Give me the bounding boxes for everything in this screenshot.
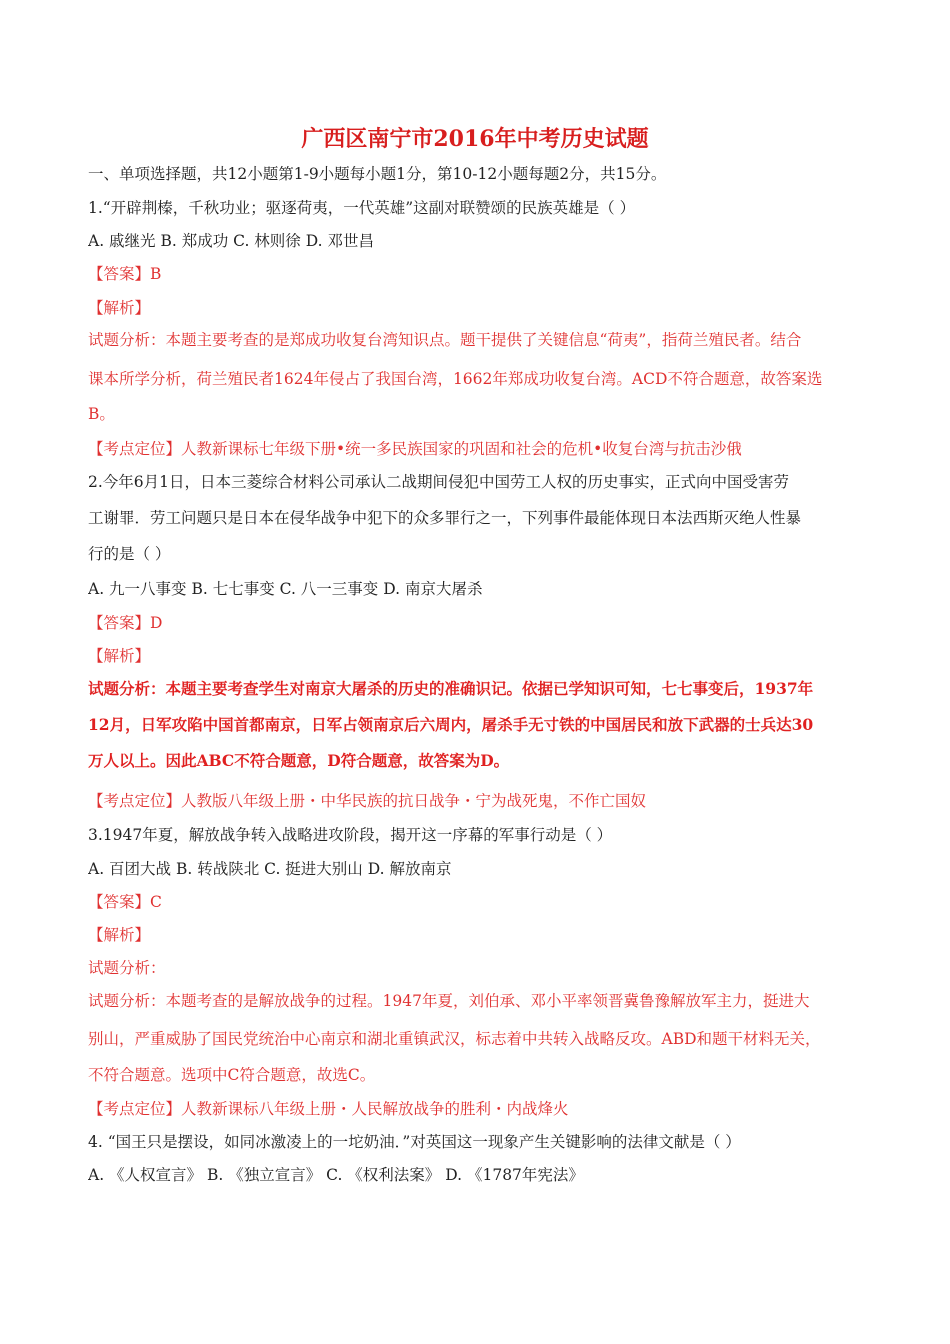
q2-options: A. 九一八事变 B. 七七事变 C. 八一三事变 D. 南京大屠杀 <box>88 580 483 598</box>
section-intro: 一、单项选择题，共12小题第1-9小题每小题1分，第10-12小题每题2分，共15分。 <box>88 165 667 183</box>
q1-answer: 【答案】B <box>88 265 162 283</box>
q3-analysis-label: 【解析】 <box>88 926 151 944</box>
q3-analysis-line-3: 不符合题意。选项中C符合题意，故选C。 <box>88 1066 376 1084</box>
q4-options: A. 《人权宣言》 B. 《独立宣言》 C. 《权利法案》 D. 《1787年宪法》 <box>88 1166 584 1184</box>
q2-analysis-line-2: 12月，日军攻陷中国首都南京，日军占领南京后六周内，屠杀手无寸铁的中国居民和放下武器的士兵达30 <box>88 715 814 734</box>
q1-analysis-line-1: 试题分析：本题主要考查的是郑成功收复台湾知识点。题干提供了关键信息“荷夷”，指荷兰殖民者。结合 <box>88 331 802 349</box>
q1-stem: 1.“开辟荆榛，千秋功业；驱逐荷夷，一代英雄”这副对联赞颂的民族英雄是（ ） <box>88 199 636 217</box>
q1-analysis-line-3: B。 <box>88 405 115 423</box>
q2-stem-line-1: 2.今年6月1日，日本三菱综合材料公司承认二战期间侵犯中国劳工人权的历史事实，正式向中国受害劳 <box>88 473 790 491</box>
q3-knowledge-point: 【考点定位】人教新课标八年级上册・人民解放战争的胜利・内战烽火 <box>88 1100 569 1118</box>
q2-analysis-line-3: 万人以上。因此ABC不符合题意，D符合题意，故答案为D。 <box>88 751 510 770</box>
q1-analysis-label: 【解析】 <box>88 299 151 317</box>
q3-analysis-sub: 试题分析： <box>88 959 166 977</box>
q4-stem: 4. “国王只是摆设，如同冰激凌上的一坨奶油．”对英国这一现象产生关键影响的法律文献是（ ） <box>88 1133 741 1151</box>
q3-analysis-line-1: 试题分析：本题考查的是解放战争的过程。1947年夏，刘伯承、邓小平率领晋冀鲁豫解放军主力，挺进大 <box>88 992 810 1010</box>
q2-analysis-label: 【解析】 <box>88 647 151 665</box>
q2-knowledge-point: 【考点定位】人教版八年级上册・中华民族的抗日战争・宁为战死鬼，不作亡国奴 <box>88 792 647 810</box>
page-title: 广西区南宁市2016年中考历史试题 <box>301 126 649 152</box>
q2-analysis-line-1: 试题分析：本题主要考查学生对南京大屠杀的历史的准确识记。依据已学知识可知，七七事变后，1937年 <box>88 679 814 698</box>
q2-answer: 【答案】D <box>88 614 163 632</box>
q1-options: A. 戚继光 B. 郑成功 C. 林则徐 D. 邓世昌 <box>88 232 374 250</box>
q3-options: A. 百团大战 B. 转战陕北 C. 挺进大别山 D. 解放南京 <box>88 860 452 878</box>
q3-analysis-line-2: 别山，严重威胁了国民党统治中心南京和湖北重镇武汉，标志着中共转入战略反攻。ABD和题干材料无关， <box>88 1030 821 1048</box>
q1-analysis-line-2: 课本所学分析，荷兰殖民者1624年侵占了我国台湾，1662年郑成功收复台湾。ACD不符合题意，故答案选 <box>88 370 823 388</box>
q2-stem-line-3: 行的是（ ） <box>88 545 171 563</box>
q3-answer: 【答案】C <box>88 893 162 911</box>
q3-stem: 3.1947年夏，解放战争转入战略进攻阶段，揭开这一序幕的军事行动是（ ） <box>88 826 613 844</box>
q2-stem-line-2: 工谢罪．劳工问题只是日本在侵华战争中犯下的众多罪行之一，下列事件最能体现日本法西斯灭绝人性暴 <box>88 509 802 527</box>
q1-knowledge-point: 【考点定位】人教新课标七年级下册•统一多民族国家的巩固和社会的危机•收复台湾与抗击沙俄 <box>88 440 742 458</box>
